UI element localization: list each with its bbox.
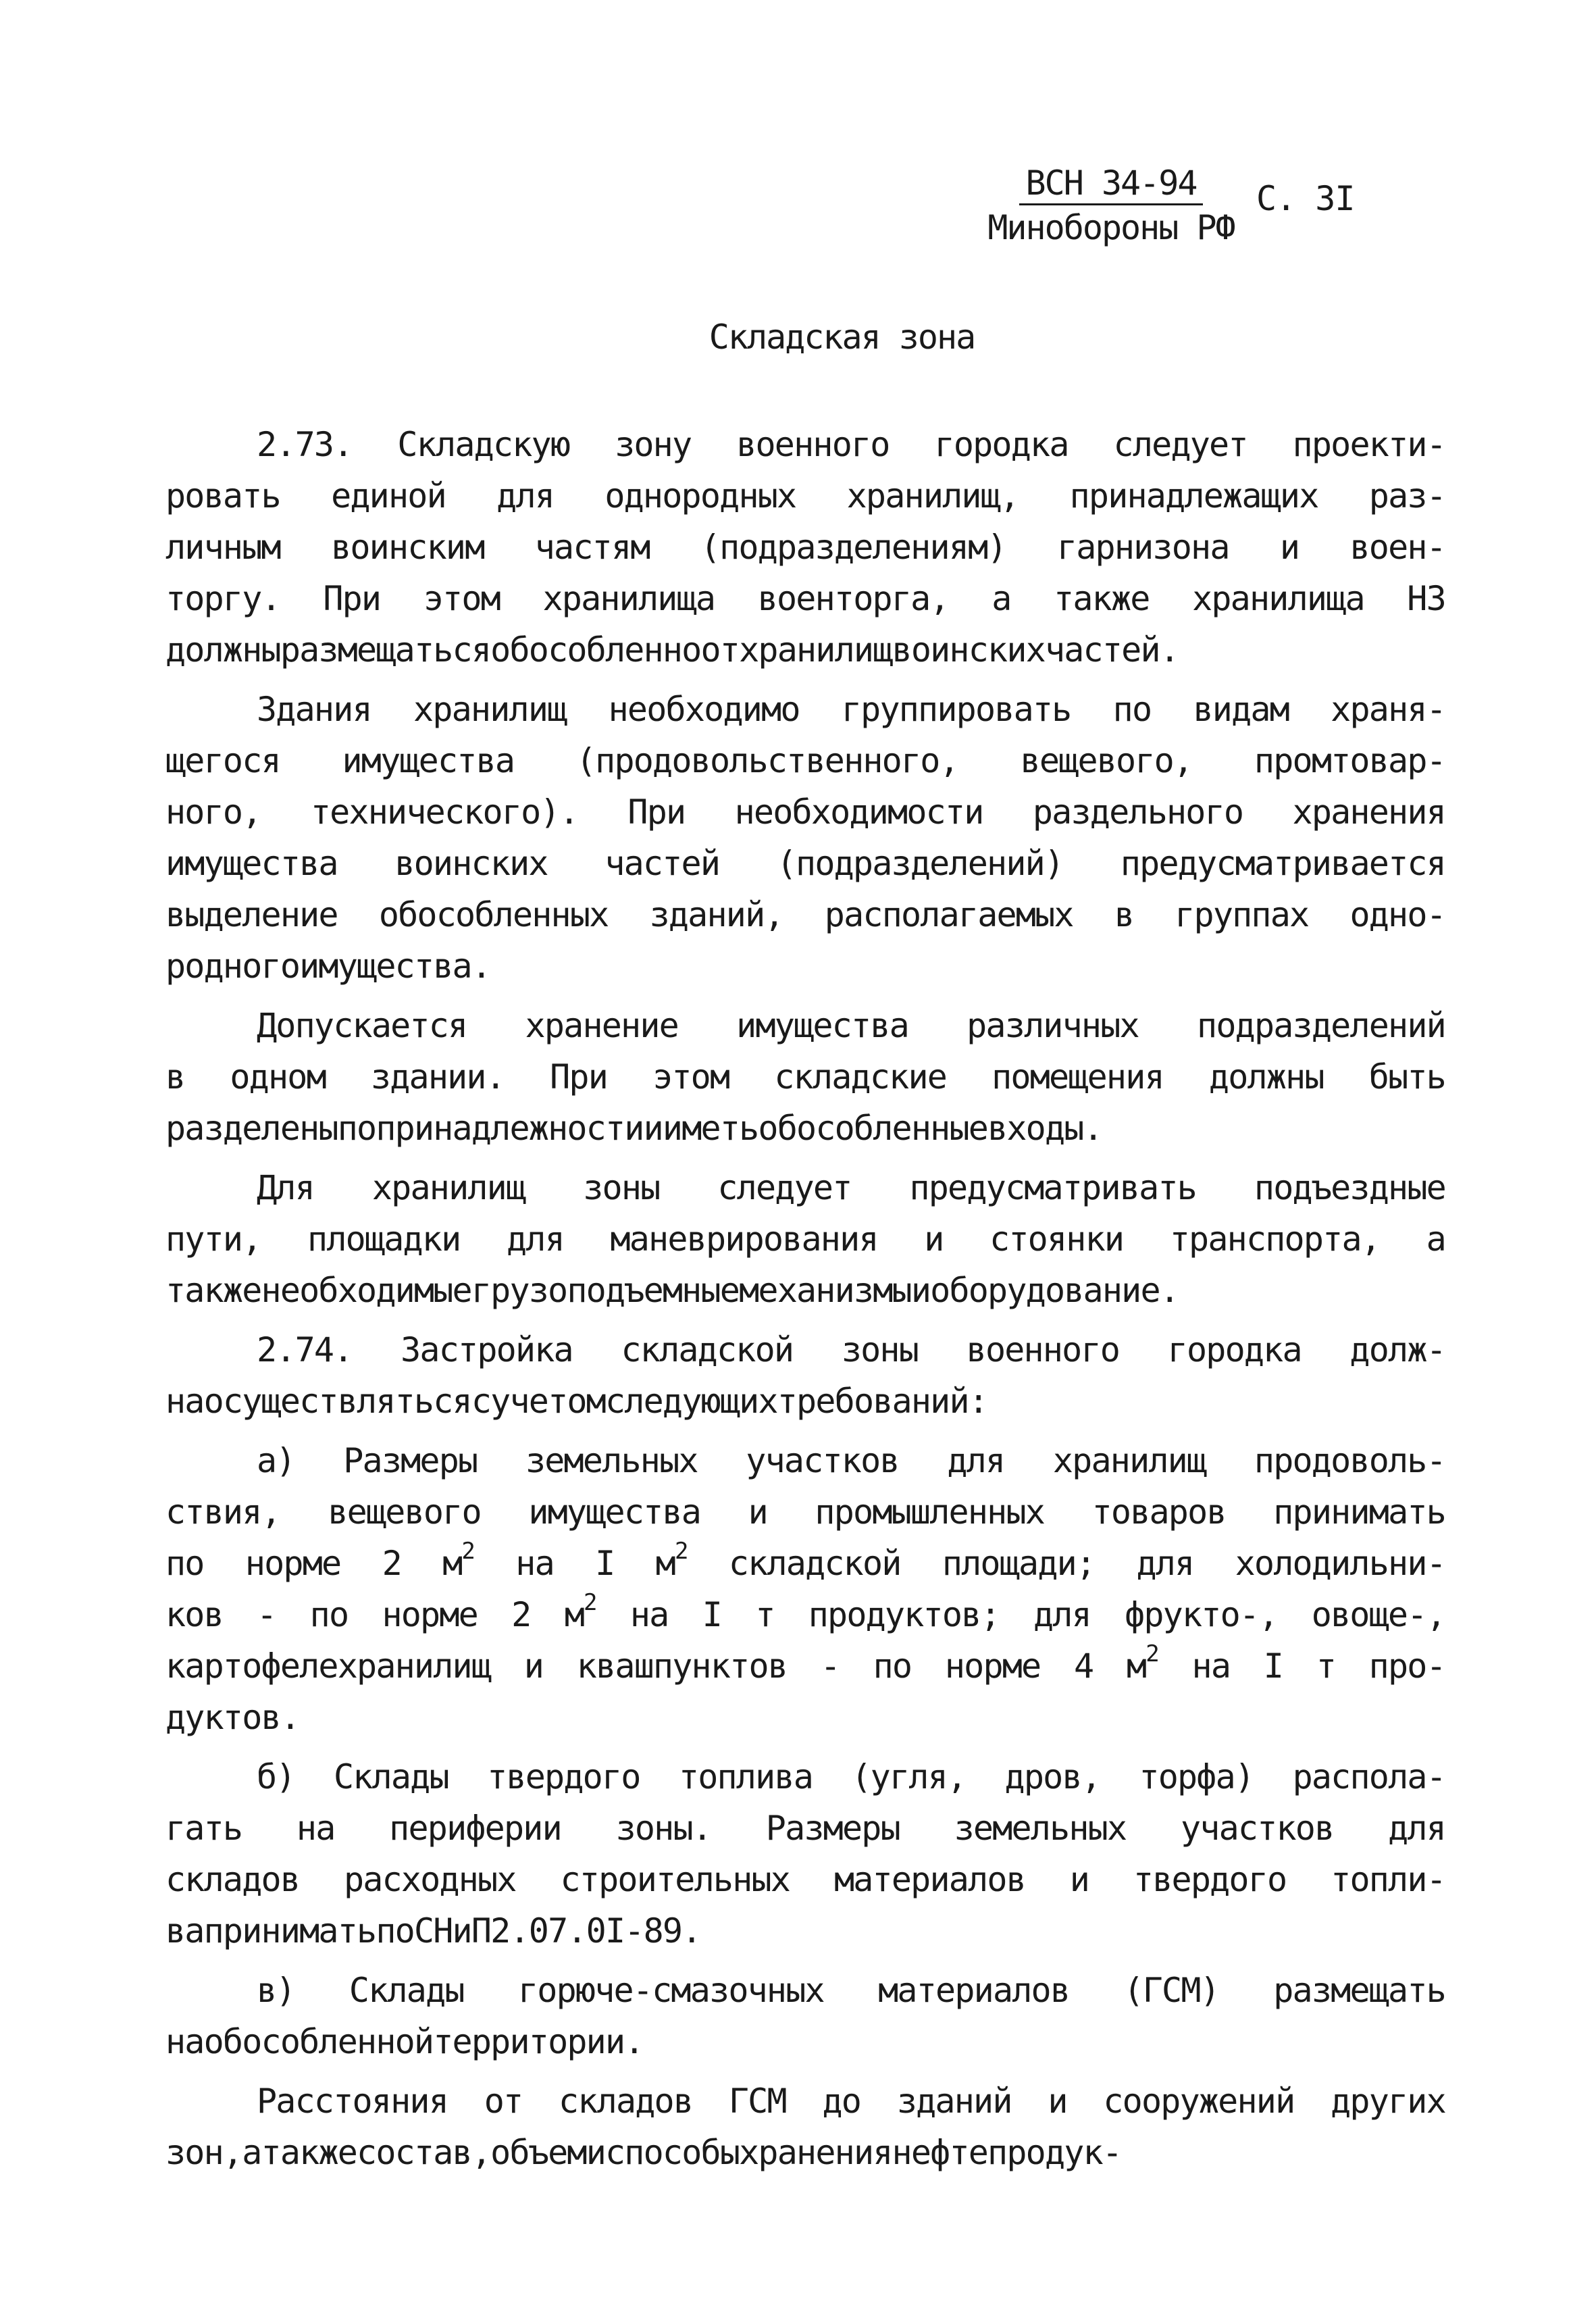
text-line: складов расходных строительных материалов и твердого топли- [165, 1860, 1445, 1899]
paragraph [165, 2076, 1445, 2178]
paragraph [165, 1751, 1445, 1957]
text-line: Для хранилищ зоны следует предусматривать подъездные [257, 1168, 1445, 1207]
text-line: зон, а также состав, объем и способы хранения нефтепродук- [165, 2133, 1122, 2172]
text-line: по норме 2 $м^2$ на I $м^2$ складской площади; для холодильни- [165, 1538, 1445, 1583]
body-text [165, 419, 1445, 2178]
document-organization: Минобороны РФ [987, 208, 1235, 247]
document-header [962, 161, 1260, 250]
text-line: картофелехранилищ и квашпунктов - по норме 4 $м^2$ на I т про- [165, 1640, 1445, 1686]
paragraph [165, 1965, 1445, 2067]
text-line: в) Склады горюче-смазочных материалов (ГСМ) размещать [257, 1971, 1445, 2010]
page-number: С. 3I [1256, 179, 1355, 218]
text-line: на осуществляться с учетом следующих требований: [165, 1382, 988, 1421]
text-line: пути, площадки для маневрирования и стоянки транспорта, а [165, 1219, 1445, 1259]
text-line: разделены по принадлежности и иметь обособленные входы. [165, 1109, 1102, 1148]
text-line: гать на периферии зоны. Размеры земельных участков для [165, 1809, 1445, 1848]
text-line: также необходимые грузоподъемные механизмы и оборудование. [165, 1271, 1179, 1310]
paragraph [165, 419, 1445, 676]
text-line: б) Склады твердого топлива (угля, дров, торфа) распола- [257, 1757, 1445, 1796]
text-line: личным воинским частям (подразделениям) гарнизона и воен- [165, 528, 1445, 567]
text-line: Допускается хранение имущества различных подразделений [257, 1006, 1445, 1045]
document-code: ВСН 34-94 [1019, 163, 1204, 205]
text-line: имущества воинских частей (подразделений) предусматривается [165, 844, 1445, 883]
paragraph [165, 684, 1445, 992]
text-line: на обособленной территории. [165, 2022, 644, 2061]
text-line: должны размещаться обособленно от хранилищ воинских частей. [165, 630, 1179, 670]
paragraph [165, 1000, 1445, 1154]
text-line: щегося имущества (продовольственного, вещевого, промтовар- [165, 741, 1445, 780]
text-line: Расстояния от складов ГСМ до зданий и сооружений других [257, 2082, 1445, 2121]
text-line: ровать единой для однородных хранилищ, принадлежащих раз- [165, 476, 1445, 515]
text-line: в одном здании. При этом складские помещения должны быть [165, 1057, 1445, 1097]
paragraph [165, 1435, 1445, 1743]
text-line: родного имущества. [165, 947, 491, 986]
text-line: а) Размеры земельных участков для хранилищ продоволь- [257, 1441, 1445, 1480]
paragraph [165, 1162, 1445, 1316]
text-line: 2.74. Застройка складской зоны военного городка долж- [257, 1330, 1445, 1369]
text-line: 2.73. Складскую зону военного городка следует проекти- [257, 425, 1445, 464]
paragraph [165, 1324, 1445, 1427]
text-line: ков - по норме 2 $м^2$ на I т продуктов; для фрукто-, овоще-, [165, 1589, 1445, 1634]
text-line: Здания хранилищ необходимо группировать по видам храня- [257, 690, 1445, 729]
text-line: торгу. При этом хранилища военторга, а также хранилища НЗ [165, 579, 1445, 618]
text-line: ного, технического). При необходимости раздельного хранения [165, 793, 1445, 832]
section-title: Складская зона [709, 318, 975, 357]
text-line: ва принимать по СНиП 2.07.0I-89. [165, 1911, 701, 1951]
text-line: дуктов. [165, 1698, 300, 1737]
text-line: ствия, вещевого имущества и промышленных товаров принимать [165, 1492, 1445, 1532]
text-line: выделение обособленных зданий, располагаемых в группах одно- [165, 895, 1445, 934]
